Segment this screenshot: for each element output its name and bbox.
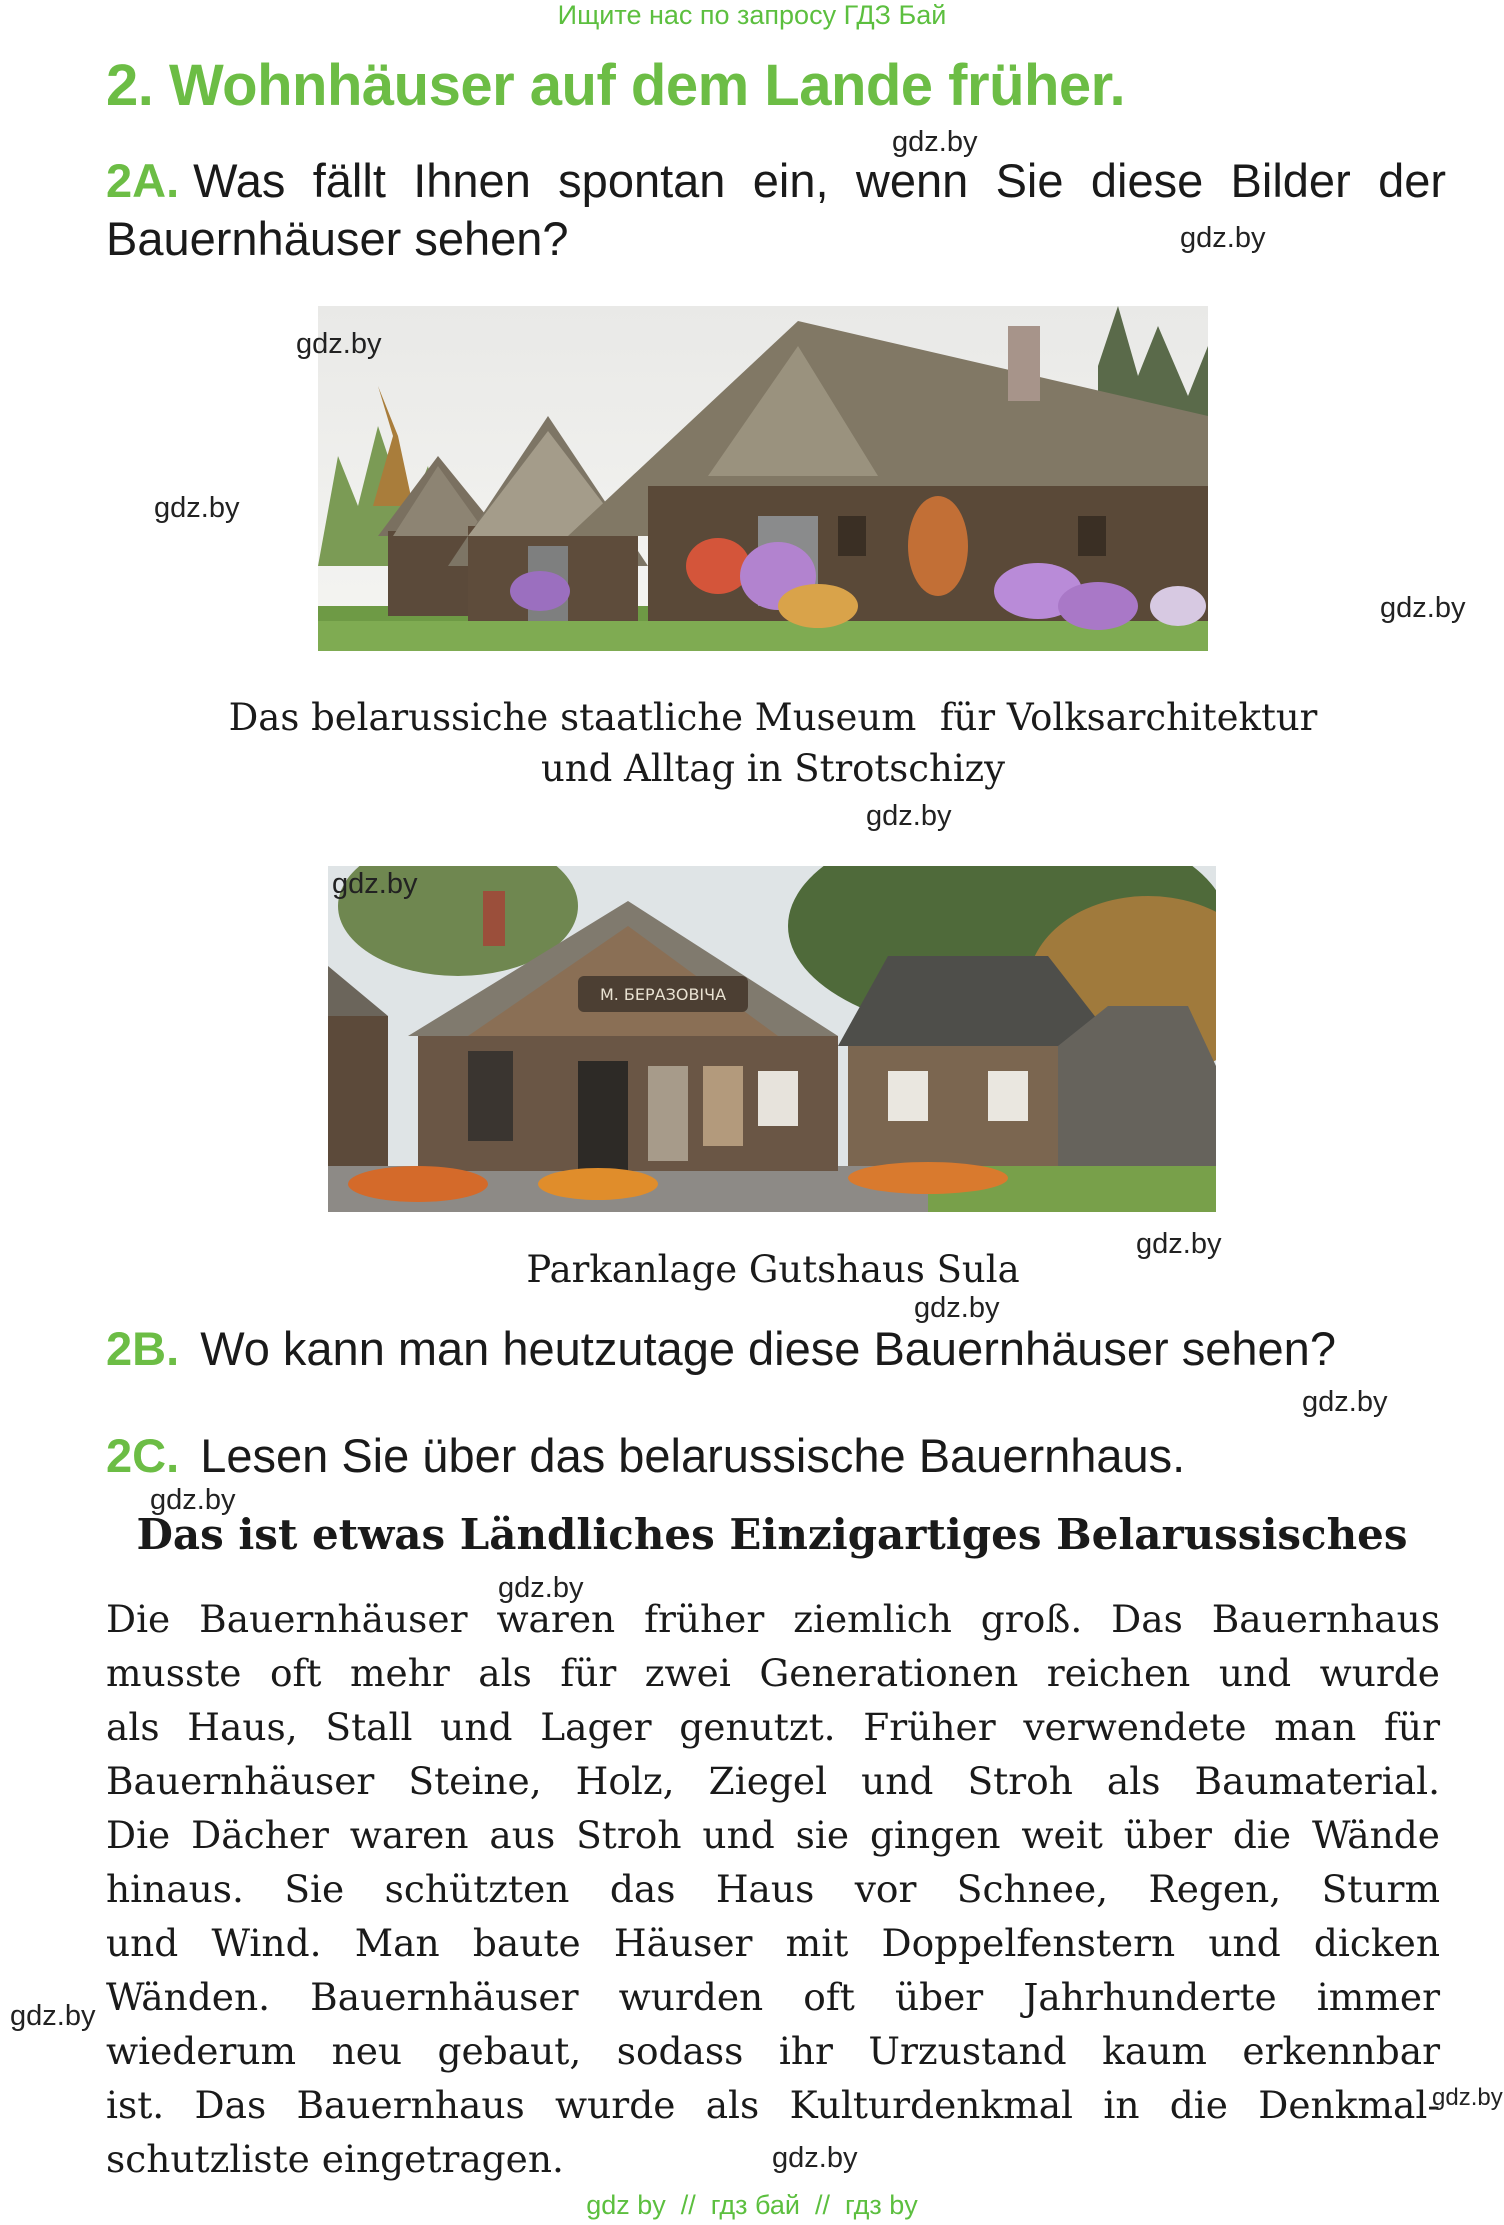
watermark: gdz.by: [498, 1572, 584, 1604]
section-title: 2. Wohnhäuser auf dem Lande früher.: [106, 53, 1126, 118]
reading-line: musste oft mehr als für zwei Generationen reichen und wurde: [106, 1651, 1440, 1695]
task-2b: [106, 1320, 1336, 1378]
watermark: gdz.by: [1136, 1228, 1222, 1260]
photo-thatched-farmhouses: [318, 306, 1208, 651]
reading-line: Bauernhäuser Steine, Holz, Ziegel und Stroh als Baumaterial.: [106, 1759, 1440, 1803]
reading-line: schutzliste eingetragen.: [106, 2137, 564, 2181]
watermark: gdz.by: [892, 126, 978, 158]
watermark: gdz.by: [1302, 1386, 1388, 1418]
photo2-sign-text: М. БЕРАЗОВІЧА: [599, 985, 727, 1004]
task-2a-line2: Bauernhäuser sehen?: [106, 212, 569, 265]
task-2b-text: Wo kann man heutzutage diese Bauernhäuser sehen?: [200, 1322, 1336, 1375]
reading-line: ist. Das Bauernhaus wurde als Kulturdenkmal in die Denkmal-: [106, 2083, 1440, 2127]
task-2a-line1: Was fällt Ihnen spontan ein, wenn Sie diese Bilder der: [193, 154, 1446, 207]
watermark: gdz.by: [332, 868, 418, 900]
watermark: gdz.by: [154, 492, 240, 524]
watermark: gdz.by: [914, 1292, 1000, 1324]
watermark: gdz.by: [150, 1484, 236, 1516]
top-banner[interactable]: Ищите нас по запросу ГДЗ Бай: [557, 0, 947, 30]
watermark: gdz.by: [1180, 222, 1266, 254]
photo1-caption-line2: und Alltag in Strotschizy: [540, 747, 1006, 790]
task-2c: [106, 1427, 1185, 1485]
task-2b-number: 2B.: [106, 1322, 180, 1375]
reading-line: und Wind. Man baute Häuser mit Doppelfenstern und dicken: [106, 1921, 1440, 1965]
task-2c-number: 2C.: [106, 1429, 180, 1482]
reading-line: Wänden. Bauernhäuser wurden oft über Jahrhunderte immer: [106, 1975, 1440, 2019]
reading-line: hinaus. Sie schützten das Haus vor Schnee, Regen, Sturm: [106, 1867, 1440, 1911]
watermark: gdz.by: [1380, 592, 1466, 624]
reading-line: Die Dächer waren aus Stroh und sie gingen weit über die Wände: [106, 1813, 1440, 1857]
reading-paragraph: [106, 1592, 1440, 2186]
reading-line: Die Bauernhäuser waren früher ziemlich groß. Das Bauernhaus: [106, 1597, 1440, 1641]
watermark: gdz.by: [866, 800, 952, 832]
reading-line: wiederum neu gebaut, sodass ihr Urzustand kaum erkennbar: [106, 2029, 1440, 2073]
reading-line: als Haus, Stall und Lager genutzt. Früher verwendete man für: [106, 1705, 1440, 1749]
photo1-caption: [106, 692, 1440, 794]
task-2c-text: Lesen Sie über das belarussische Bauernhaus.: [200, 1429, 1186, 1482]
watermark: gdz.by: [1432, 2084, 1503, 2111]
task-2a-number: 2A.: [106, 154, 180, 207]
footer-links[interactable]: gdz by // гдз бай // гдз by: [586, 2190, 918, 2220]
photo-gutshaus-sula: [328, 866, 1216, 1212]
photo2-caption: Parkanlage Gutshaus Sula: [526, 1248, 1020, 1291]
reading-title: Das ist etwas Ländliches Einzigartiges Belarussisches: [136, 1510, 1408, 1559]
watermark: gdz.by: [10, 2000, 96, 2032]
photo1-caption-line1: Das belarussiche staatliche Museum für Volksarchitektur: [228, 696, 1318, 739]
watermark: gdz.by: [772, 2142, 858, 2174]
watermark: gdz.by: [296, 328, 382, 360]
